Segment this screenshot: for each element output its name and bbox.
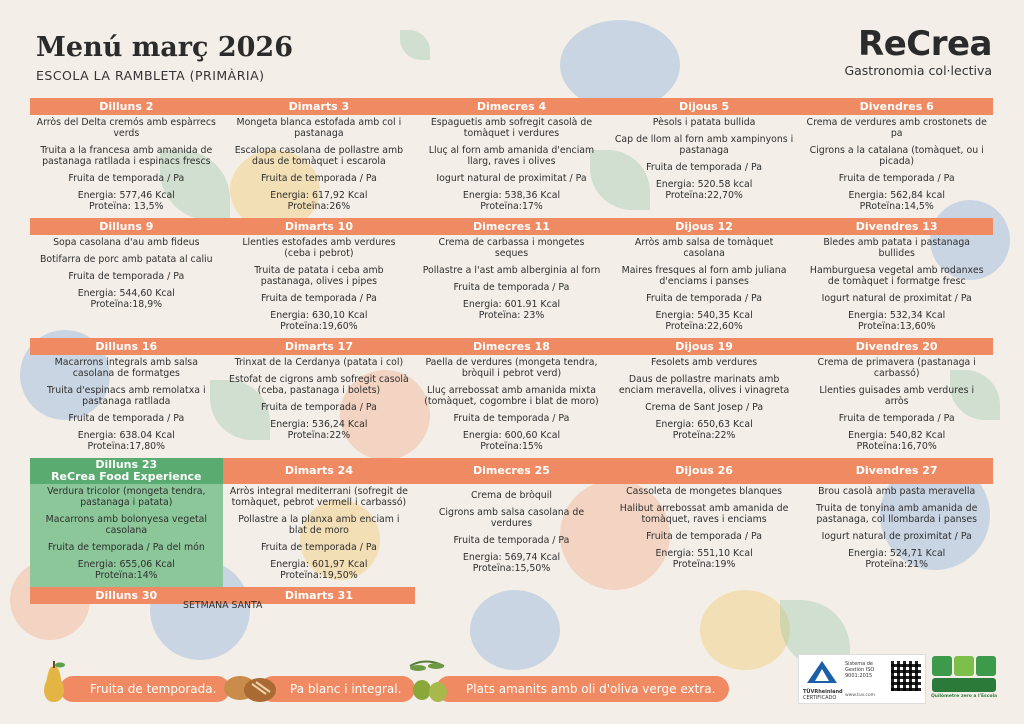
olive-icon	[404, 656, 454, 704]
second-dish: Lluç al forn amb amanida d'enciam llarg, raves i olives	[428, 145, 595, 167]
brand-name: ReCrea	[858, 24, 992, 64]
first-dish: Brou casolà amb pasta meravella	[818, 486, 976, 497]
day-cell	[415, 218, 608, 338]
first-dish: Cassoleta de mongetes blanques	[626, 486, 783, 497]
second-dish: Truita de patata i ceba amb pastanaga, olives i pipes	[254, 265, 384, 287]
menu-grid	[30, 98, 993, 612]
second-dish: Cigrons amb salsa casolana de verdures	[438, 507, 585, 529]
second-dish: Halibut arrebossat amb amanida de tomàquet, raves i enciams	[619, 503, 789, 525]
second-dish: Cigrons a la catalana (tomàquet, ou i picada)	[809, 145, 984, 167]
dessert: Fruita de temporada / Pa del món	[47, 542, 205, 553]
first-dish: Arròs amb salsa de tomàquet casolana	[634, 237, 774, 259]
protein-value: Proteïna: 23%	[478, 310, 545, 321]
second-dish: Botifarra de porc amb patata al caliu	[39, 254, 213, 265]
energy-value: Energia: 655,06 Kcal	[77, 559, 175, 570]
certification-badge	[798, 654, 926, 704]
day-cell	[30, 338, 223, 458]
protein-value: Proteïna:21%	[865, 559, 928, 570]
first-dish: Arròs integral mediterrani (sofregit de tomàquet, pebrot vermell i carbassó)	[229, 486, 408, 508]
day-header: Dimarts 24	[223, 458, 416, 484]
day-cell	[415, 338, 608, 458]
second-dish: Truita de tonyina amb amanida de pastanaga, col llombarda i panses	[815, 503, 978, 525]
day-header: Dimarts 10	[223, 218, 416, 235]
second-dish: Hamburguesa vegetal amb rodanxes de tomàquet i formatge fresc	[809, 265, 984, 287]
seasonal-fruit-pill: Fruita de temporada.	[60, 676, 230, 702]
day-header: Dimecres 18	[415, 338, 608, 355]
protein-value: Proteïna: 13,5%	[89, 201, 164, 212]
dessert: Fruita de temporada / Pa	[453, 535, 570, 546]
day-cell	[415, 458, 608, 587]
day-header: Dijous 19	[608, 338, 801, 355]
day-cell	[223, 458, 416, 587]
energy-value: Energia: 577,46 Kcal	[77, 190, 175, 201]
day-cell	[223, 218, 416, 338]
day-header: Dilluns 30	[30, 587, 223, 604]
day-cell	[223, 338, 416, 458]
protein-value: Proteïna:17%	[480, 201, 543, 212]
energy-value: Energia: 600,60 Kcal	[462, 430, 561, 441]
certification-mark	[803, 689, 843, 701]
energy-value: Energia: 544,60 Kcal	[77, 288, 175, 299]
day-cell	[30, 218, 223, 338]
partner-logo	[930, 654, 998, 704]
dessert: Fruita de temporada / Pa	[260, 542, 377, 553]
energy-value: Energia: 569,74 Kcal	[462, 552, 561, 563]
day-header: Dimecres 25	[415, 458, 608, 484]
dessert: Fruita de temporada / Pa	[838, 413, 955, 424]
day-cell	[30, 98, 223, 218]
dessert: Fruita de temporada / Pa	[453, 282, 570, 293]
protein-value: Proteïna:17,80%	[87, 441, 166, 452]
dessert: Crema de Sant Josep / Pa	[645, 402, 764, 413]
first-dish: Mongeta blanca estofada amb col i pastanaga	[236, 117, 402, 139]
energy-value: Energia: 650,63 Kcal	[655, 419, 753, 430]
partner-logo-block	[932, 678, 996, 692]
day-cell	[800, 218, 993, 338]
day-cell	[415, 98, 608, 218]
energy-value: Energia: 601,97 Kcal	[270, 559, 368, 570]
dessert: Fruita de temporada / Pa	[68, 413, 185, 424]
energy-value: Energia: 638.04 Kcal	[77, 430, 175, 441]
qr-code-icon	[891, 661, 921, 691]
second-dish: Truita d'espinacs amb remolatxa i pastanaga ratllada	[47, 385, 206, 407]
first-dish: Fesolets amb verdures	[651, 357, 758, 368]
day-header-special	[30, 458, 223, 484]
certification-mark-sub: CERTIFICADO	[803, 695, 837, 701]
protein-value: Proteïna:15%	[480, 441, 543, 452]
bread-pill: Pa blanc i integral.	[260, 676, 415, 702]
day-header: Dilluns 9	[30, 218, 223, 235]
energy-value: Energia: 617,92 Kcal	[270, 190, 368, 201]
day-header: Divendres 27	[800, 458, 993, 484]
first-dish: Crema de bròquil	[471, 490, 552, 501]
partner-tagline: Quilòmetre zero a l'Escola	[930, 694, 998, 699]
energy-value: Energia: 524,71 Kcal	[848, 548, 946, 559]
second-dish: Truita a la francesa amb amanida de pastanaga ratllada i espinacs frescs	[40, 145, 213, 167]
energy-value: Energia: 562,84 kcal	[848, 190, 945, 201]
brand-logo	[844, 26, 992, 78]
dessert: Fruita de temporada / Pa	[646, 162, 763, 173]
day-header-label: Dilluns 23	[95, 458, 158, 471]
day-cell	[608, 218, 801, 338]
day-header: Dimarts 17	[223, 338, 416, 355]
day-header: Dijous 5	[608, 98, 801, 115]
dessert: Fruita de temporada / Pa	[838, 173, 955, 184]
day-header: Divendres 6	[800, 98, 993, 115]
first-dish: Bledes amb patata i pastanaga bullides	[823, 237, 971, 259]
protein-value: Proteïna:22,70%	[665, 190, 743, 201]
energy-value: Energia: 630,10 Kcal	[270, 310, 368, 321]
day-header: Dilluns 16	[30, 338, 223, 355]
first-dish: Trinxat de la Cerdanya (patata i col)	[234, 357, 404, 368]
dessert: Fruita de temporada / Pa	[68, 271, 185, 282]
brand-subtitle: Gastronomia col·lectiva	[844, 63, 992, 79]
certification-mark-name: TÜVRheinland	[803, 689, 843, 695]
energy-value: Energia: 551,10 Kcal	[655, 548, 753, 559]
second-dish: Estofat de cigrons amb sofregit casolà (ceba, pastanaga i bolets)	[229, 374, 409, 396]
tuv-logo-icon	[805, 659, 839, 685]
first-dish: Crema de carbassa i mongetes seques	[438, 237, 585, 259]
day-header: Divendres 20	[800, 338, 993, 355]
decorative-flower	[560, 20, 680, 110]
dessert: Iogurt natural de proximitat / Pa	[436, 173, 587, 184]
day-cell-special	[30, 458, 223, 587]
protein-value: Proteïna:19%	[672, 559, 736, 570]
dessert: Fruita de temporada / Pa	[260, 293, 377, 304]
dessert: Fruita de temporada / Pa	[453, 413, 570, 424]
second-dish: Lluç arrebossat amb amanida mixta (tomàquet, cogombre i blat de moro)	[424, 385, 599, 407]
first-dish: Macarrons integrals amb salsa casolana de formatges	[54, 357, 198, 379]
protein-value: Proteïna:22%	[672, 430, 736, 441]
energy-value: Energia: 536,24 Kcal	[270, 419, 368, 430]
day-header: Dilluns 2	[30, 98, 223, 115]
dessert: Iogurt natural de proximitat / Pa	[821, 531, 972, 542]
energy-value: Energia: 601.91 Kcal	[462, 299, 561, 310]
second-dish: Macarrons amb bolonyesa vegetal casolana	[45, 514, 207, 536]
dessert: Iogurt natural de proximitat / Pa	[821, 293, 972, 304]
pear-icon	[38, 660, 70, 704]
second-dish: Llenties guisades amb verdures i arròs	[819, 385, 975, 407]
first-dish: Paella de verdures (mongeta tendra, bròquil i pebrot verd)	[425, 357, 598, 379]
dessert: Fruita de temporada / Pa	[646, 293, 763, 304]
protein-value: Proteïna:14%	[94, 570, 158, 581]
first-dish: Crema de verdures amb crostonets de pa	[806, 117, 987, 139]
day-cell	[608, 458, 801, 587]
protein-value: Proteïna:26%	[287, 201, 351, 212]
partner-logo-block	[976, 656, 996, 676]
certification-system: Sistema de Gestión ISO 9001:2015	[845, 661, 875, 679]
food-experience-label: ReCrea Food Experience	[51, 470, 202, 483]
day-cell	[800, 458, 993, 587]
day-header: Dimarts 3	[223, 98, 416, 115]
decorative-leaf	[400, 30, 430, 60]
first-dish: Arròs del Delta cremós amb espàrrecs verds	[36, 117, 216, 139]
energy-value: Energia: 540,35 Kcal	[655, 310, 753, 321]
second-dish: Cap de llom al forn amb xampinyons i pastanaga	[614, 134, 794, 156]
day-cell	[608, 98, 801, 218]
dessert: Fruita de temporada / Pa	[260, 402, 377, 413]
protein-value: Proteïna:22,60%	[665, 321, 743, 332]
olive-oil-pill: Plats amanits amb oli d'oliva verge extra.	[436, 676, 729, 702]
protein-value: PRoteïna:14,5%	[859, 201, 934, 212]
day-header: Divendres 13	[800, 218, 993, 235]
second-dish: Pollastre a la planxa amb enciam i blat de moro	[238, 514, 400, 536]
dessert: Fruita de temporada / Pa	[260, 173, 377, 184]
page-title: Menú març 2026	[36, 32, 294, 63]
first-dish: Verdura tricolor (mongeta tendra, pastanaga i patata)	[47, 486, 206, 508]
second-dish: Pollastre a l'ast amb alberginia al forn	[422, 265, 601, 276]
first-dish: Sopa casolana d'au amb fideus	[53, 237, 200, 248]
second-dish: Daus de pollastre marinats amb enciam meravella, olives i vinagreta	[618, 374, 790, 396]
holiday-note: SETMANA SANTA	[183, 600, 263, 611]
day-cell	[223, 98, 416, 218]
energy-value: Energia: 532,34 Kcal	[848, 310, 946, 321]
second-dish: Maires fresques al forn amb juliana d'enciams i panses	[621, 265, 787, 287]
dessert: Fruita de temporada / Pa	[646, 531, 763, 542]
day-header: Dimarts 31	[223, 587, 416, 604]
first-dish: Crema de primavera (pastanaga i carbassó)	[817, 357, 976, 379]
day-header: Dijous 26	[608, 458, 801, 484]
day-header: Dimecres 4	[415, 98, 608, 115]
first-dish: Espaguetis amb sofregit casolà de tomàquet i verdures	[430, 117, 593, 139]
protein-value: Proteïna:22%	[287, 430, 351, 441]
day-cell	[608, 338, 801, 458]
second-dish: Escalopa casolana de pollastre amb daus de tomàquet i escarola	[234, 145, 404, 167]
dessert: Fruita de temporada / Pa	[68, 173, 185, 184]
certification-site: www.tuv.com	[845, 693, 876, 698]
protein-value: Proteïna:13,60%	[857, 321, 936, 332]
day-header: Dijous 12	[608, 218, 801, 235]
first-dish: Llenties estofades amb verdures (ceba i pebrot)	[242, 237, 396, 259]
bread-icon	[222, 664, 278, 704]
partner-logo-block	[954, 656, 974, 676]
first-dish: Pèsols i patata bullida	[652, 117, 756, 128]
protein-value: Proteïna:19,60%	[280, 321, 358, 332]
energy-value: Energia: 520.58 kcal	[655, 179, 753, 190]
partner-logo-block	[932, 656, 952, 676]
protein-value: Proteïna:15,50%	[472, 563, 551, 574]
protein-value: Proteïna:19,50%	[280, 570, 358, 581]
energy-value: Energia: 538,36 Kcal	[462, 190, 561, 201]
protein-value: Proteïna:18,9%	[90, 299, 163, 310]
protein-value: PRoteïna:16,70%	[856, 441, 937, 452]
energy-value: Energia: 540,82 Kcal	[848, 430, 946, 441]
school-name: ESCOLA LA RAMBLETA (PRIMÀRIA)	[36, 68, 265, 83]
day-header: Dimecres 11	[415, 218, 608, 235]
day-cell	[800, 338, 993, 458]
day-cell	[800, 98, 993, 218]
